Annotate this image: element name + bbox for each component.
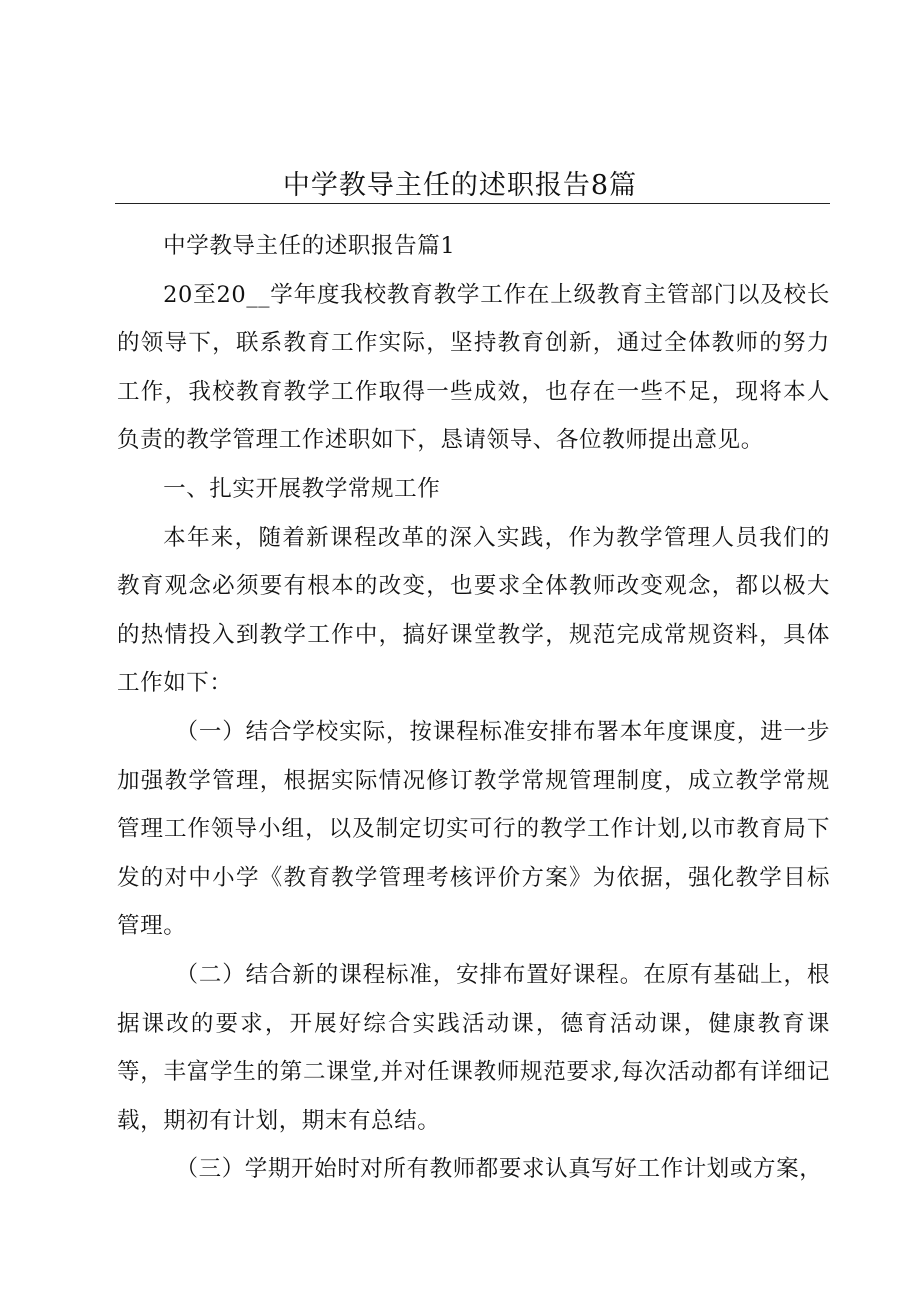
- title-underline: [115, 203, 830, 204]
- document-title: 中学教导主任的述职报告8篇: [282, 170, 638, 201]
- document-body: [117, 222, 830, 1194]
- section-heading: 中学教导主任的述职报告篇1: [163, 233, 456, 259]
- body-paragraph: 20至20__学年度我校教育教学工作在上级教育主管部门以及校长的领导下，联系教育工作实际，坚持教育创新，通过全体教师的努力工作，我校教育教学工作取得一些成效，也存在一些不足，现将本人负责的教学管理工作述职如下，恳请领导、各位教师提出意见。: [117, 281, 830, 454]
- section-heading: 一、扎实开展教学常规工作: [163, 475, 441, 502]
- list-item-paragraph: （二）结合新的课程标准，安排布置好课程。在原有基础上，根据课改的要求，开展好综合实践活动课，德育活动课，健康教育课等，丰富学生的第二课堂,并对任课教师规范要求,每次活动都有详细记载，期初有计划，期末有总结。: [117, 961, 830, 1134]
- list-item-paragraph: （三）学期开始时对所有教师都要求认真写好工作计划或方案，: [175, 1156, 823, 1183]
- body-paragraph: 本年来，随着新课程改革的深入实践，作为教学管理人员我们的教育观念必须要有根本的改变，也要求全体教师改变观念，都以极大的热情投入到教学工作中，搞好课堂教学，规范完成常规资料，具体工作如下：: [117, 524, 830, 697]
- list-item-paragraph: （一）结合学校实际，按课程标准安排布署本年度课度，进一步加强教学管理，根据实际情况修订教学常规管理制度，成立教学常规管理工作领导小组，以及制定切实可行的教学工作计划,以市教育局下发的对中小学《教育教学管理考核评价方案》为依据，强化教学目标管理。: [117, 718, 830, 940]
